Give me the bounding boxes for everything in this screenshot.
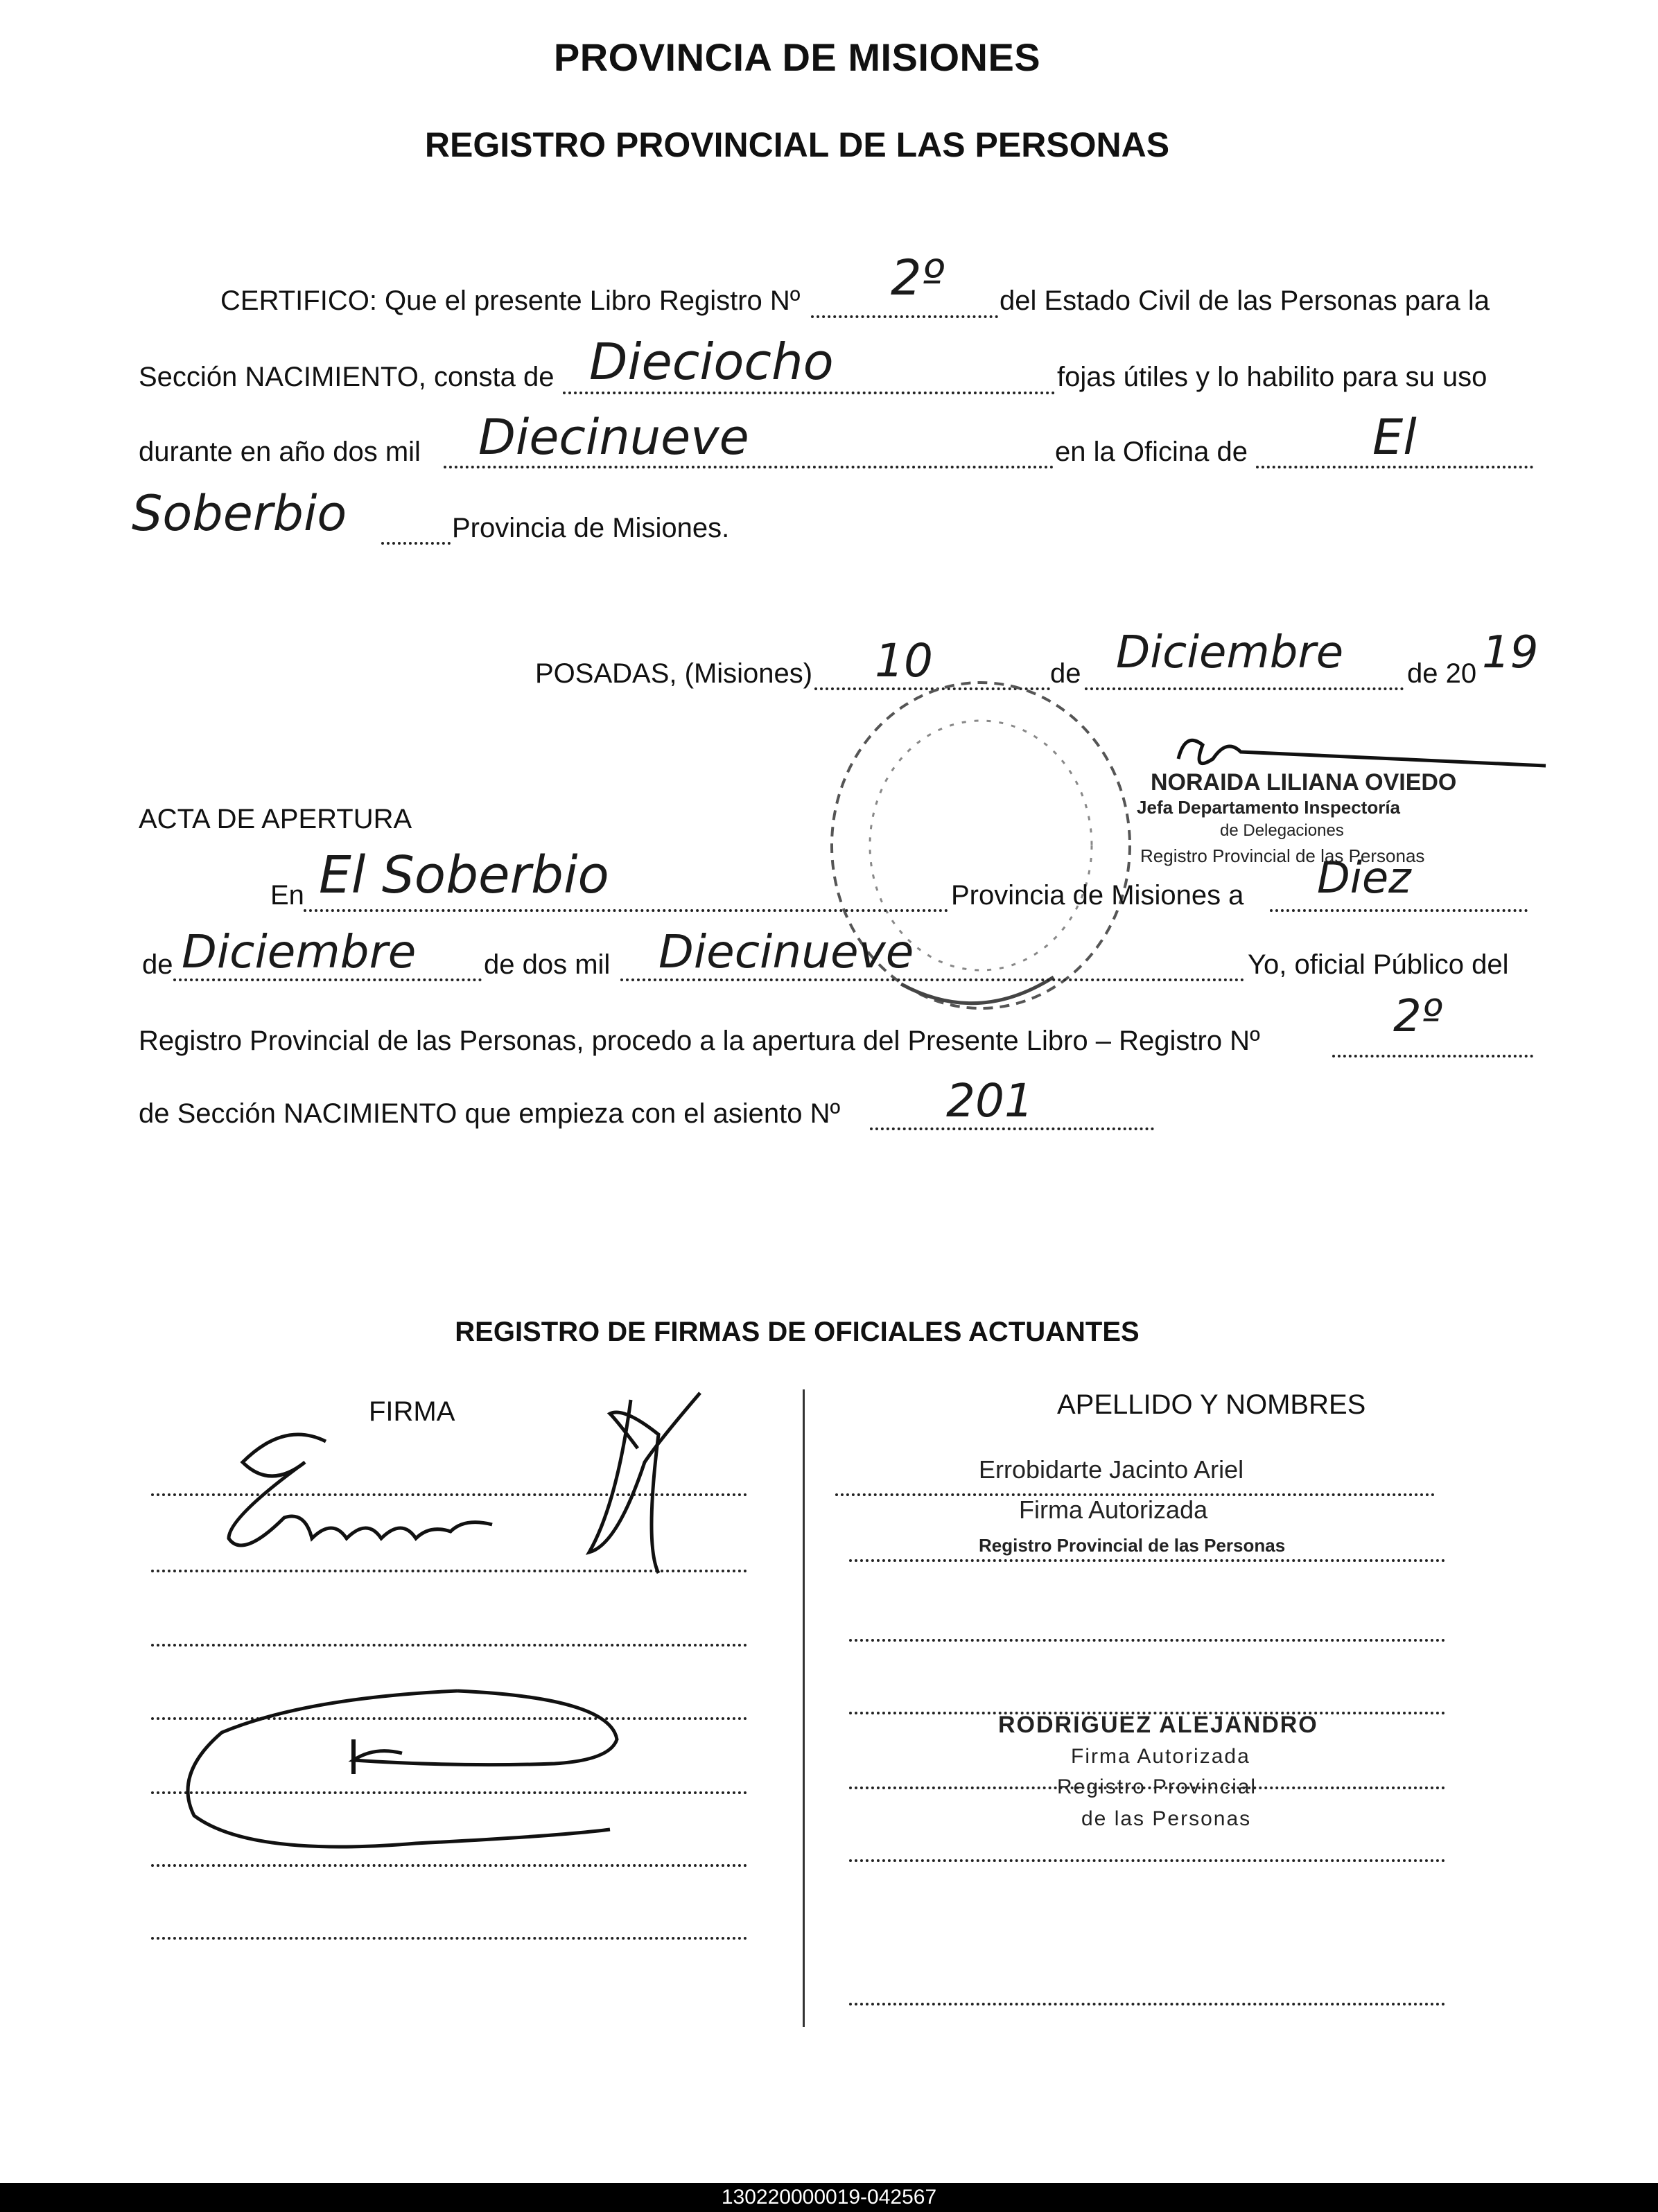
nombre-row-6 [849, 1859, 1445, 1862]
acta-line2-text-c: Yo, oficial Público del [1248, 949, 1509, 980]
page-title: PROVINCIA DE MISIONES [553, 35, 1041, 79]
cert-line1-text-b: del Estado Civil de las Personas para la [1000, 286, 1490, 316]
date-month-dots [1085, 687, 1404, 690]
acta-line4-text-a: de Sección NACIMIENTO que empieza con el asiento Nº [139, 1098, 841, 1129]
date-year: 19 [1482, 627, 1539, 678]
firma-row-6 [151, 1864, 747, 1867]
acta-line3-text-a: Registro Provincial de las Personas, procedo a la apertura del Presente Libro – Registro Nº [139, 1026, 1260, 1056]
acta-line1-text-b: Provincia de Misiones a [951, 880, 1244, 911]
stamp2-name: RODRIGUEZ ALEJANDRO [998, 1712, 1318, 1738]
acta-line1-dots [304, 909, 948, 912]
acta-line2-text-b: de dos mil [484, 949, 611, 980]
acta-line1-text-a: En [270, 880, 304, 911]
stamp1-name: Errobidarte Jacinto Ariel [979, 1455, 1244, 1484]
stamp2-role: Firma Autorizada [1071, 1745, 1250, 1768]
acta-book-number: 2º [1393, 991, 1442, 1042]
stamp1-org: Registro Provincial de las Personas [979, 1535, 1286, 1556]
cert-line4-dots [381, 542, 451, 545]
nombre-row-7 [849, 2003, 1445, 2005]
acta-line2-text-a: de [142, 949, 173, 980]
date-place: POSADAS, (Misiones) [535, 658, 813, 689]
column-header-nombres: APELLIDO Y NOMBRES [1057, 1389, 1366, 1420]
cert-line3-dots2 [1256, 466, 1533, 468]
cert-line3-text-a: durante en año dos mil [139, 437, 421, 467]
firma-row-7 [151, 1937, 747, 1940]
cert-line1-text-a: CERTIFICO: Que el presente Libro Registro Nº [220, 286, 801, 316]
cert-line2-dots [563, 392, 1055, 394]
seal-official-dept: de Delegaciones [1220, 821, 1344, 840]
stamp2-org2: de las Personas [1081, 1807, 1252, 1830]
acta-entry-number: 201 [946, 1074, 1033, 1127]
document-code: 130220000019-042567 [0, 2183, 1658, 2212]
cert-book-number: 2º [891, 249, 945, 306]
cert-line3-text-b: en la Oficina de [1055, 437, 1248, 467]
cert-line3-dots [444, 466, 1054, 468]
cert-line1-dots [811, 315, 998, 318]
cert-year: Diecinueve [478, 409, 749, 466]
column-divider [803, 1389, 805, 2027]
acta-line4-dots [870, 1127, 1154, 1130]
seal-official-role: Jefa Departamento Inspectoría [1137, 797, 1401, 818]
seal-official-name: NORAIDA LILIANA OVIEDO [1151, 769, 1457, 796]
cert-line2-text-a: Sección NACIMIENTO, consta de [139, 362, 555, 392]
date-de: de [1050, 658, 1081, 689]
page-subtitle: REGISTRO PROVINCIAL DE LAS PERSONAS [424, 125, 1170, 164]
signature-1-icon [201, 1379, 728, 1615]
stamp2-org1: Registro Provincial [1057, 1775, 1257, 1798]
firma-row-3 [151, 1644, 747, 1647]
date-year-prefix: de 20 [1407, 658, 1477, 689]
cert-office-2: Soberbio [132, 485, 347, 542]
acta-year: Diecinueve [658, 925, 914, 978]
date-day: 10 [875, 634, 933, 687]
acta-place: El Soberbio [319, 845, 609, 905]
seal-official-org: Registro Provincial de las Personas [1140, 845, 1425, 866]
stamp1-role: Firma Autorizada [1019, 1495, 1208, 1524]
cert-line4-text-b: Provincia de Misiones. [452, 513, 730, 543]
signature-2-icon [166, 1677, 638, 1864]
nombre-row-2 [849, 1559, 1445, 1562]
acta-month: Diciembre [182, 925, 417, 978]
signatures-title: REGISTRO DE FIRMAS DE OFICIALES ACTUANTES [455, 1317, 1140, 1347]
column-header-firma: FIRMA [369, 1396, 455, 1427]
acta-title: ACTA DE APERTURA [139, 804, 412, 834]
acta-day: Diez [1317, 852, 1411, 903]
cert-line2-text-b: fojas útiles y lo habilito para su uso [1057, 362, 1487, 392]
acta-line2-dots2 [620, 978, 1244, 981]
acta-line3-dots [1332, 1055, 1533, 1057]
cert-office-1: El [1372, 409, 1417, 466]
date-month: Diciembre [1116, 627, 1344, 678]
acta-line2-dots [173, 978, 482, 981]
cert-fojas-count: Dieciocho [589, 333, 834, 391]
nombre-row-3 [849, 1639, 1445, 1642]
acta-line1-dots2 [1270, 909, 1528, 912]
